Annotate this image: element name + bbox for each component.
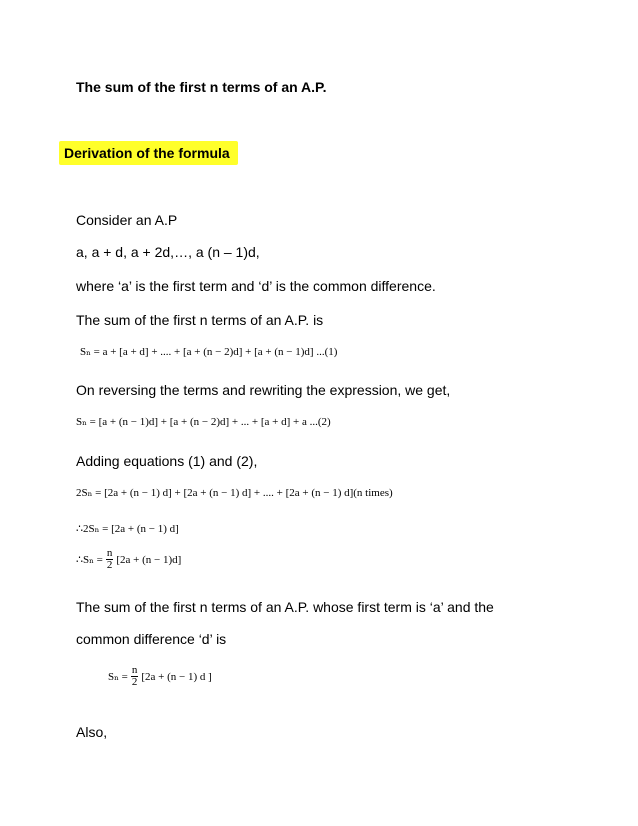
paragraph-reversing: On reversing the terms and rewriting the expression, we get,: [76, 382, 451, 398]
final-formula-lhs: Sₙ =: [108, 670, 128, 683]
equation-5-rhs: [2a + (n − 1)d]: [116, 553, 182, 566]
equation-5-lhs: ∴Sₙ =: [76, 553, 103, 566]
final-formula-fraction: [131, 665, 139, 688]
paragraph-result-line1: The sum of the first n terms of an A.P. whose first term is ‘a’ and the: [76, 599, 494, 615]
equation-2: Sₙ = [a + (n − 1)d] + [a + (n − 2)d] + ... + [a + d] + a ...(2): [76, 416, 331, 428]
section-heading: Derivation of the formula: [59, 141, 238, 165]
paragraph-sequence: a, a + d, a + 2d,…, a (n – 1)d,: [76, 244, 260, 260]
fraction-denominator: 2: [106, 559, 113, 571]
equation-3: 2Sₙ = [2a + (n − 1) d] + [2a + (n − 1) d] + .... + [2a + (n − 1) d](n times): [76, 487, 393, 499]
page-title: The sum of the first n terms of an A.P.: [76, 79, 327, 95]
fraction-numerator: n: [131, 664, 138, 676]
equation-5-fraction: [106, 548, 114, 571]
paragraph-adding: Adding equations (1) and (2),: [76, 453, 258, 469]
fraction-numerator: n: [106, 547, 113, 559]
paragraph-result-line2: common difference ‘d’ is: [76, 631, 227, 647]
paragraph-consider: Consider an A.P: [76, 212, 178, 228]
paragraph-sum-is: The sum of the first n terms of an A.P. is: [76, 312, 324, 328]
paragraph-where: where ‘a’ is the first term and ‘d’ is the common difference.: [76, 278, 436, 294]
final-formula: [108, 665, 212, 688]
equation-4: ∴2Sₙ = [2a + (n − 1) d]: [76, 523, 179, 535]
paragraph-also: Also,: [76, 724, 108, 740]
equation-1: Sₙ = a + [a + d] + .... + [a + (n − 2)d] + [a + (n − 1)d] ...(1): [80, 346, 338, 358]
fraction-denominator: 2: [131, 676, 138, 688]
final-formula-rhs: [2a + (n − 1) d ]: [141, 670, 212, 683]
equation-5: [76, 548, 181, 571]
